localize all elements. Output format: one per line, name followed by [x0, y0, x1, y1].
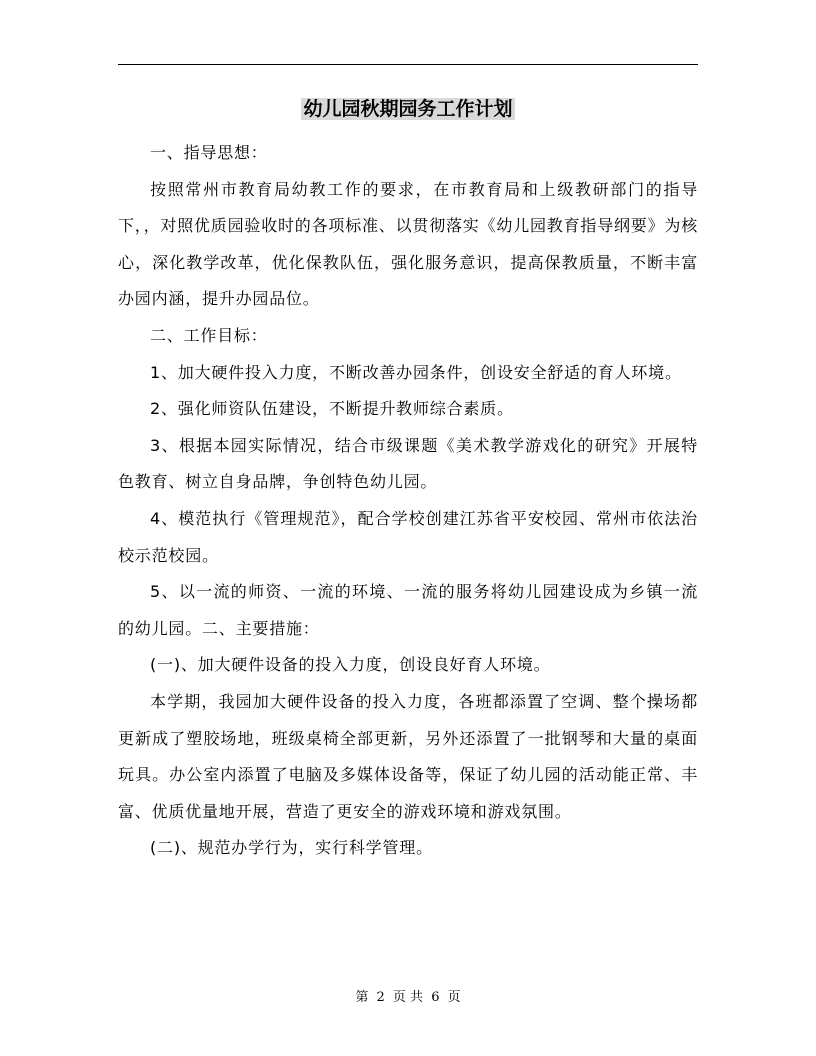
paragraph-guiding-ideology: 按照常州市教育局幼教工作的要求，在市教育局和上级教研部门的指导下，，对照优质园验收时的各项标准、以贯彻落实《幼儿园教育指导纲要》为核心，深化教学改革，优化保教队伍，强化服务意识，提高保教质量，不断丰富办园内涵，提升办园品位。: [118, 179, 699, 309]
footer-total-pages: 6: [431, 990, 440, 1005]
header-rule: [118, 64, 698, 65]
footer-suffix: 页: [447, 990, 461, 1005]
page-footer: [0, 986, 816, 1005]
goal-item-4: 4、模范执行《管理规范》，配合学校创建江苏省平安校园、常州市依法治校示范校园。: [118, 508, 698, 565]
footer-middle: 页 共: [392, 990, 424, 1005]
footer-prefix: 第: [355, 990, 369, 1005]
document-title: 幼儿园秋期园务工作计划: [303, 98, 513, 120]
goal-item-5: 5、以一流的师资、一流的环境、一流的服务将幼儿园建设成为乡镇一流的幼儿园。二、主要措施：: [118, 582, 698, 638]
paragraph-measure-1: 本学期，我园加大硬件设备的投入力度，各班都添置了空调、整个操场都更新成了塑胶场地，班级桌椅全部更新，另外还添置了一批钢琴和大量的桌面玩具。办公室内添置了电脑及多媒体设备等，保证了幼儿园的活动能正常、丰富、优质优量地开展，营造了更安全的游戏环境和游戏氛围。: [118, 691, 698, 821]
goal-item-3: 3、根据本园实际情况，结合市级课题《美术教学游戏化的研究》开展特色教育、树立自身品牌，争创特色幼儿园。: [118, 435, 698, 492]
goal-item-2: 2、强化师资队伍建设，不断提升教师综合素质。: [150, 399, 514, 419]
measure-heading-1: (一)、加大硬件设备的投入力度，创设良好育人环境。: [150, 655, 551, 675]
measure-heading-2: (二)、规范办学行为，实行科学管理。: [150, 838, 433, 858]
section-heading-work-goals: 二、工作目标：: [150, 325, 268, 345]
footer-page-number: 2: [376, 990, 385, 1005]
document-body: [118, 135, 698, 867]
goal-item-1: 1、加大硬件投入力度，不断改善办园条件，创设安全舒适的育人环境。: [150, 362, 682, 382]
section-heading-guiding-ideology: 一、指导思想：: [150, 143, 268, 162]
